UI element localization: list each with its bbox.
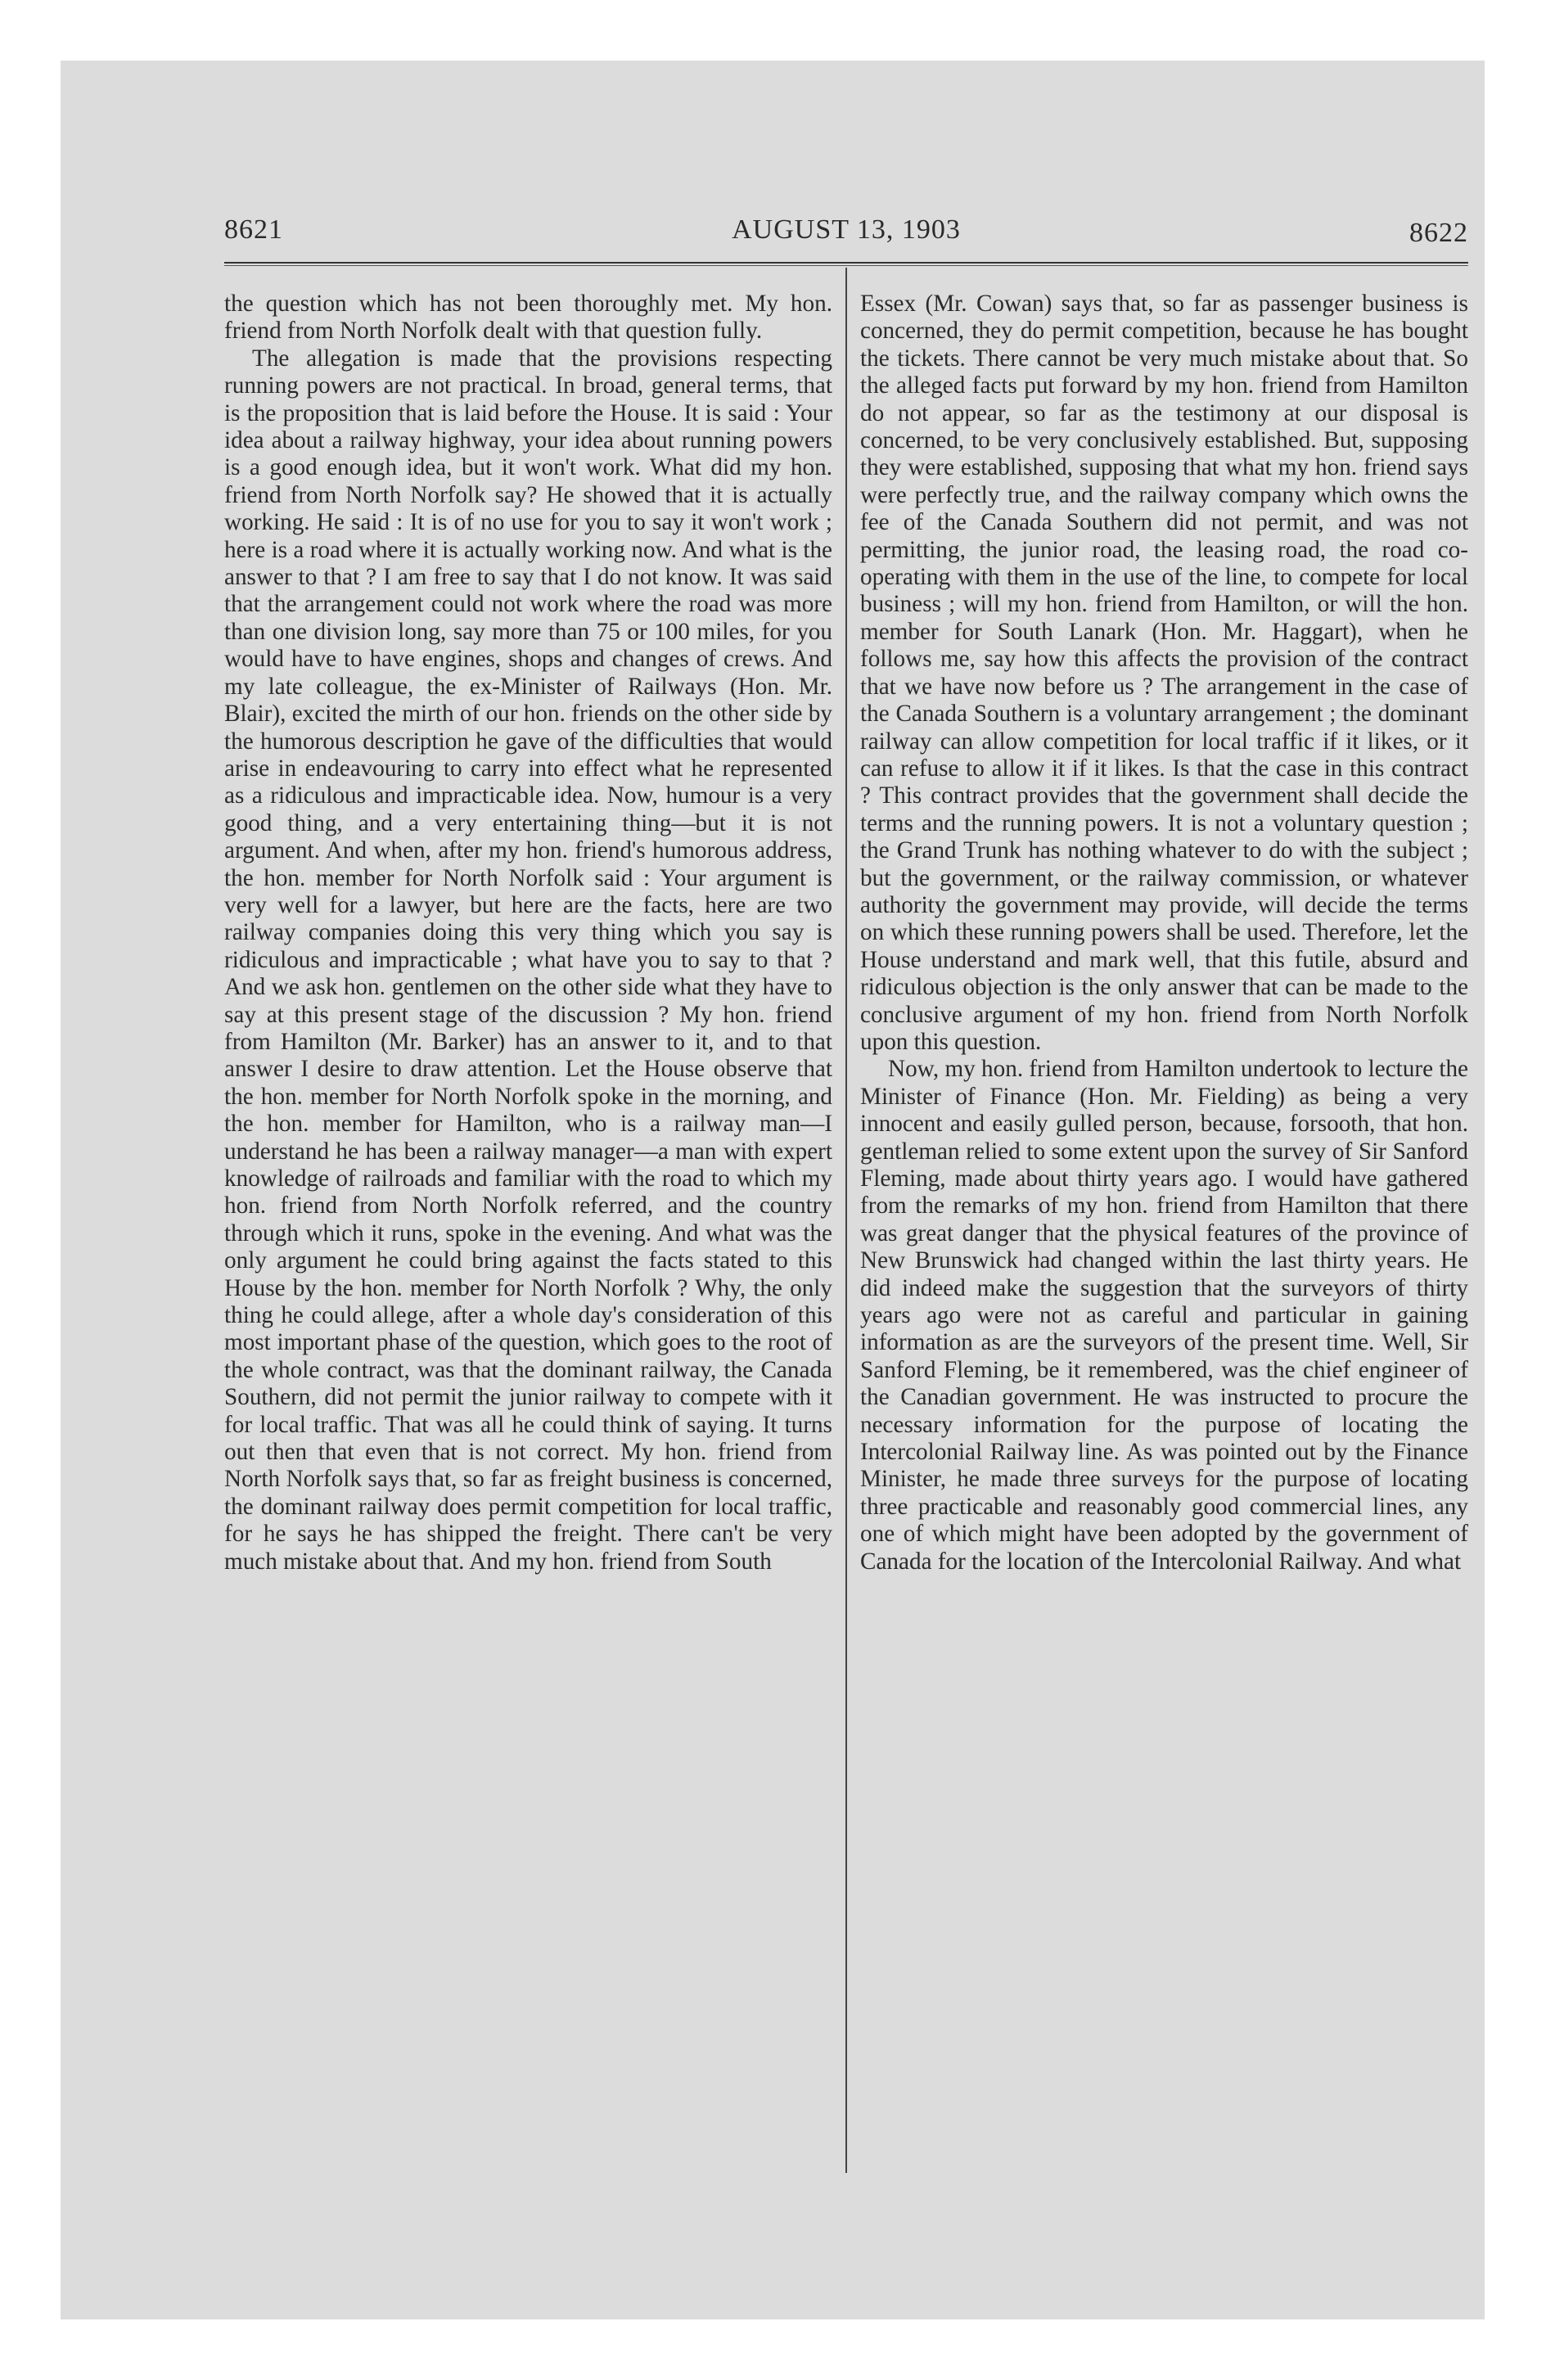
page-date: AUGUST 13, 1903 — [732, 214, 961, 245]
right-column — [847, 291, 1468, 2173]
document-page — [224, 200, 1468, 2262]
header-rule-thin — [224, 265, 1468, 266]
scanned-page-background — [61, 61, 1485, 2319]
left-column — [224, 291, 845, 2173]
left-paragraph-1: the question which has not been thoroughly met. My hon. friend from North Norfolk dealt with that question fully. — [224, 291, 832, 345]
right-paragraph-2: Now, my hon. friend from Hamilton undertook to lecture the Minister of Finance (Hon. Mr. Fielding) as being a very innocent and easily gulled person, because, forsooth, that hon. gentleman relied to some extent upon the survey of Sir Sanford Fleming, made about thirty years ago. I would have gathered from the remarks of my hon. friend from Hamilton that there was great danger that the physical features of the province of New Brunswick had changed within the last thirty years. He did indeed make the suggestion that the surveyors of thirty years ago were not as careful and particular in gaining information as are the surveyors of the present time. Well, Sir Sanford Fleming, be it remembered, was the chief engineer of the Canadian government. He was instructed to procure the necessary information for the purpose of locating the Intercolonial Railway line. As was pointed out by the Finance Minister, he made three surveys for the purpose of locating three practicable and reasonably good commercial lines, any one of which might have been adopted by the government of Canada for the location of the Intercolonial Railway. And what — [860, 1056, 1468, 1575]
right-paragraph-1: Essex (Mr. Cowan) says that, so far as passenger business is concerned, they do permit competition, because he has bought the tickets. There cannot be very much mistake about that. So the alleged facts put forward by my hon. friend from Hamilton do not appear, so far as the testimony at our disposal is concerned, to be very conclusively established. But, supposing they were established, supposing that what my hon. friend says were perfectly true, and the railway company which owns the fee of the Canada Southern did not permit, and was not permitting, the junior road, the leasing road, the road co-operating with them in the use of the line, to compete for local business ; will my hon. friend from Hamilton, or will the hon. member for South Lanark (Hon. Mr. Haggart), when he follows me, say how this affects the provision of the contract that we have now before us ? The arrangement in the case of the Canada Southern is a voluntary arrangement ; the dominant railway can allow competition for local traffic if it likes, or it can refuse to allow it if it likes. Is that the case in this contract ? This contract provides that the government shall decide the terms and the running powers. It is not a voluntary question ; the Grand Trunk has nothing whatever to do with the subject ; but the government, or the railway commission, or whatever authority the government may provide, will decide the terms on which these running powers shall be used. Therefore, let the House understand and mark well, that this futile, absurd and ridiculous objection is the only answer that can be made to the conclusive argument of my hon. friend from North Norfolk upon this question. — [860, 291, 1468, 1055]
header-rule — [224, 262, 1468, 264]
page-number-left: 8621 — [224, 214, 283, 245]
left-paragraph-2: The allegation is made that the provisions respecting running powers are not practical. In broad, general terms, that is the proposition that is laid before the House. It is said : Your idea about a railway highway, your idea about running powers is a good enough idea, but it won't work. What did my hon. friend from North Norfolk say? He showed that it is actually working. He said : It is of no use for you to say it won't work ; here is a road where it is actually working now. And what is the answer to that ? I am free to say that I do not know. It was said that the arrangement could not work where the road was more than one division long, say more than 75 or 100 miles, for you would have to have engines, shops and changes of crews. And my late colleague, the ex-Minister of Railways (Hon. Mr. Blair), excited the mirth of our hon. friends on the other side by the humorous description he gave of the difficulties that would arise in endeavouring to carry into effect what he represented as a ridiculous and impracticable idea. Now, humour is a very good thing, and a very entertaining thing—but it is not argument. And when, after my hon. friend's humorous address, the hon. member for North Norfolk said : Your argument is very well for a lawyer, but here are the facts, here are two railway companies doing this very thing which you say is ridiculous and impracticable ; what have you to say to that ? And we ask hon. gentlemen on the other side what they have to say at this present stage of the discussion ? My hon. friend from Hamilton (Mr. Barker) has an answer to it, and to that answer I desire to draw attention. Let the House observe that the hon. member for North Norfolk spoke in the morning, and the hon. member for Hamilton, who is a railway man—I understand he has been a railway manager—a man with expert knowledge of railroads and familiar with the road to which my hon. friend from North Norfolk referred, and the country through which it runs, spoke in the evening. And what was the only argument he could bring against the facts stated to this House by the hon. member for North Norfolk ? Why, the only thing he could allege, after a whole day's consideration of this most important phase of the question, which goes to the root of the whole contract, was that the dominant railway, the Canada Southern, did not permit the junior railway to compete with it for local traffic. That was all he could think of saying. It turns out then that even that is not correct. My hon. friend from North Norfolk says that, so far as freight business is concerned, the dominant railway does permit competition for local traffic, for he says he has shipped the freight. There can't be very much mistake about that. And my hon. friend from South — [224, 345, 832, 1575]
page-number-right: 8622 — [1409, 218, 1468, 248]
page-header — [224, 200, 1468, 262]
text-columns — [224, 291, 1468, 2173]
